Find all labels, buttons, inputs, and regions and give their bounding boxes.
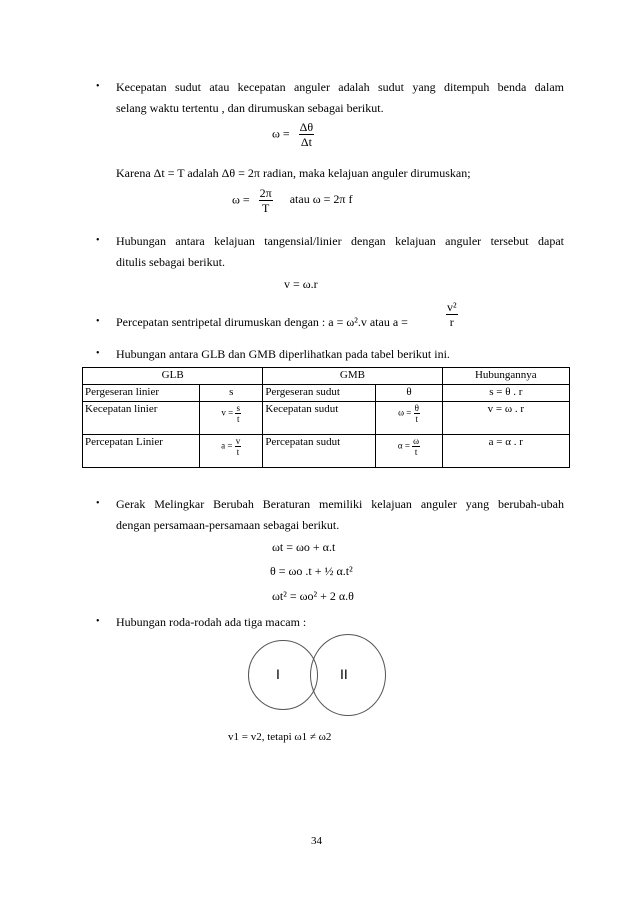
equation-v-omega-r: v = ω.r: [284, 277, 318, 291]
table-row: [83, 385, 570, 402]
centripetal-numerator: v²: [447, 300, 457, 314]
gmbb-equation-3: ωt² = ωo² + 2 α.θ: [272, 589, 354, 603]
cell-gmb-quantity: Percepatan sudut: [263, 435, 376, 468]
wheel-i-label: I: [276, 666, 280, 682]
formula-fraction: [412, 436, 420, 457]
formula-fraction: [414, 403, 420, 424]
gmbb-equation-1: ωt = ωo + α.t: [272, 540, 336, 554]
cell-glb-symbol: s: [200, 385, 263, 402]
equation-omega-2pi: [232, 186, 352, 215]
eq1-lhs: ω =: [272, 126, 290, 141]
formula-lhs: α =: [397, 440, 410, 451]
cell-glb-quantity: Pergeseran linier: [83, 385, 200, 402]
cell-relation: s = θ . r: [442, 385, 569, 402]
page-number: 34: [311, 835, 322, 847]
centripetal-denominator: r: [446, 314, 458, 329]
bullet-marker: •: [96, 316, 100, 327]
glb-gmb-table: [82, 367, 570, 468]
table-row: [83, 435, 570, 468]
bullet-marker: •: [96, 235, 100, 246]
equation-angular-velocity: [272, 120, 314, 149]
bullet-2-line-2: ditulis sebagai berikut.: [116, 255, 225, 269]
cell-gmb-symbol: θ: [376, 385, 442, 402]
formula-numerator: θ: [414, 403, 419, 413]
formula-numerator: ω: [413, 436, 420, 446]
cell-gmb-formula: [376, 402, 442, 435]
formula-lhs: ω =: [398, 407, 412, 418]
formula-denominator: t: [415, 414, 418, 424]
bullet-marker: •: [96, 498, 100, 509]
karena-text: Karena Δt = T adalah Δθ = 2π radian, maka kelajuan anguler dirumuskan;: [116, 166, 471, 180]
centripetal-fraction: [446, 300, 458, 329]
cell-gmb-formula: [376, 435, 442, 468]
eq1-numerator: Δθ: [299, 120, 314, 134]
bullet-1-line-2: selang waktu tertentu , dan dirumuskan sebagai berikut.: [116, 101, 384, 115]
formula-fraction: [235, 436, 242, 457]
cell-gmb-quantity: Pergeseran sudut: [263, 385, 376, 402]
bullet-marker: •: [96, 81, 100, 92]
cell-glb-quantity: Percepatan Linier: [83, 435, 200, 468]
bullet-2-line-1: Hubungan antara kelajuan tangensial/linier dengan kelajuan anguler tersebut dapat: [116, 234, 564, 248]
header-glb: GLB: [83, 368, 263, 385]
eq2-lhs: ω =: [232, 192, 250, 207]
bullet-3-text: Percepatan sentripetal dirumuskan dengan : a = ω².v atau a =: [116, 315, 408, 329]
bullet-marker: •: [96, 616, 100, 627]
bullet-4-text: Hubungan antara GLB dan GMB diperlihatkan pada tabel berikut ini.: [116, 347, 450, 361]
formula-denominator: t: [236, 414, 240, 424]
eq2-denominator: T: [259, 200, 273, 215]
cell-glb-formula: [200, 435, 263, 468]
wheels-caption: v1 = v2, tetapi ω1 ≠ ω2: [228, 731, 332, 743]
wheel-ii-label: II: [340, 666, 348, 682]
cell-relation: a = α . r: [442, 435, 569, 468]
formula-fraction: [235, 403, 241, 424]
wheel-i: [248, 640, 318, 710]
bullet-6-text: Hubungan roda-rodah ada tiga macam :: [116, 615, 307, 629]
eq1-denominator: Δt: [299, 134, 314, 149]
formula-denominator: t: [236, 447, 240, 457]
formula-lhs: v =: [221, 407, 234, 418]
cell-relation: v = ω . r: [442, 402, 569, 435]
formula-numerator: s: [236, 403, 240, 413]
table-row: [83, 402, 570, 435]
cell-glb-formula: [200, 402, 263, 435]
eq2-fraction: [259, 186, 273, 215]
eq2-numerator: 2π: [259, 186, 272, 200]
gmbb-equation-2: θ = ωo .t + ½ α.t²: [270, 564, 353, 578]
formula-numerator: v: [235, 436, 241, 446]
eq2-rhs: atau ω = 2π f: [289, 192, 353, 207]
bullet-5-line-2: dengan persamaan-persamaan sebagai berikut.: [116, 518, 340, 532]
eq1-fraction: [299, 120, 314, 149]
table-header-row: [83, 368, 570, 385]
wheel-ii: [310, 634, 386, 716]
header-hubungannya: Hubungannya: [442, 368, 569, 385]
formula-lhs: a =: [221, 440, 233, 451]
cell-glb-quantity: Kecepatan linier: [83, 402, 200, 435]
cell-gmb-quantity: Kecepatan sudut: [263, 402, 376, 435]
header-gmb: GMB: [263, 368, 442, 385]
bullet-5-line-1: Gerak Melingkar Berubah Beraturan memiliki kelajuan anguler yang berubah-ubah: [116, 497, 564, 511]
bullet-1-line-1: Kecepatan sudut atau kecepatan anguler adalah sudut yang ditempuh benda dalam: [116, 80, 564, 94]
formula-denominator: t: [412, 446, 420, 457]
bullet-marker: •: [96, 348, 100, 359]
